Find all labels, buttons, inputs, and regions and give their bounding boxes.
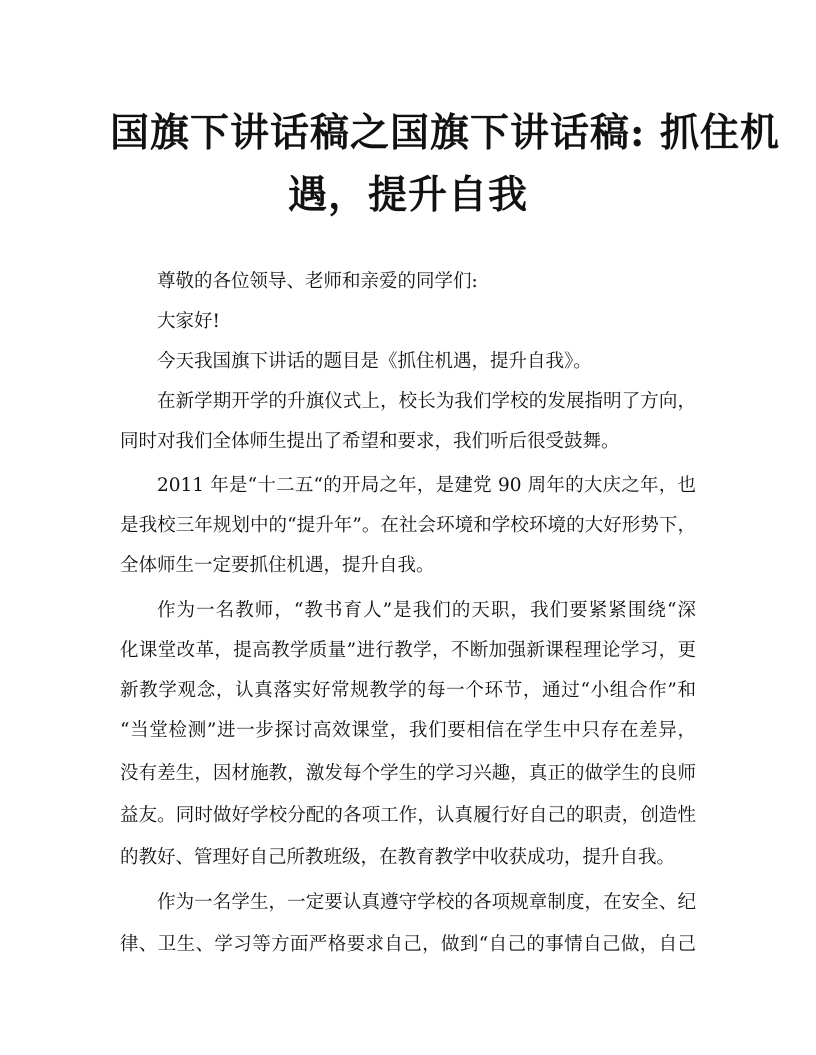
paragraph-3-line-1: 作为一名教师，“教书育人”是我们的天职，我们要紧紧围绕“深 (157, 600, 696, 621)
paragraph-3-line-3: 新教学观念，认真落实好常规教学的每一个环节，通过“小组合作”和 (120, 680, 696, 701)
paragraph-3-line-6: 益友。同时做好学校分配的各项工作，认真履行好自己的职责，创造性 (120, 805, 696, 826)
paragraph-2-line-1: 2011 年是“十二五“的开局之年，是建党 90 周年的大庆之年，也 (157, 475, 696, 496)
paragraph-2-line-3: 全体师生一定要抓住机遇，提升自我。 (120, 555, 435, 576)
greeting: 大家好! (157, 311, 220, 332)
paragraph-1-line-1: 在新学期开学的升旗仪式上，校长为我们学校的发展指明了方向， (157, 391, 696, 412)
paragraph-4-line-1: 作为一名学生，一定要认真遵守学校的各项规章制度，在安全、纪 (157, 892, 696, 913)
salutation: 尊敬的各位领导、老师和亲爱的同学们: (157, 271, 478, 292)
document-title-line-1: 国旗下讲话稿之国旗下讲话稿: 抓住机 (110, 110, 780, 156)
paragraph-3-line-5: 没有差生，因材施教，激发每个学生的学习兴趣，真正的做学生的良师 (120, 763, 696, 784)
paragraph-3-line-4: “当堂检测”进一步探讨高效课堂，我们要相信在学生中只存在差异， (120, 720, 696, 741)
paragraph-4-line-2: 律、卫生、学习等方面严格要求自己，做到“自己的事情自己做，自己 (120, 934, 696, 955)
document-title-line-2: 遇，提升自我 (287, 172, 528, 218)
paragraph-3-line-2: 化课堂改革，提高教学质量”进行教学，不断加强新课程理论学习，更 (120, 640, 696, 661)
paragraph-1-line-2: 同时对我们全体师生提出了希望和要求，我们听后很受鼓舞。 (120, 431, 620, 452)
topic-line: 今天我国旗下讲话的题目是《抓住机遇，提升自我》。 (157, 351, 592, 372)
paragraph-3-line-7: 的教好、管理好自己所教班级，在教育教学中收获成功，提升自我。 (120, 847, 676, 868)
paragraph-2-line-2: 是我校三年规划中的“提升年”。在社会环境和学校环境的大好形势下， (120, 515, 696, 536)
